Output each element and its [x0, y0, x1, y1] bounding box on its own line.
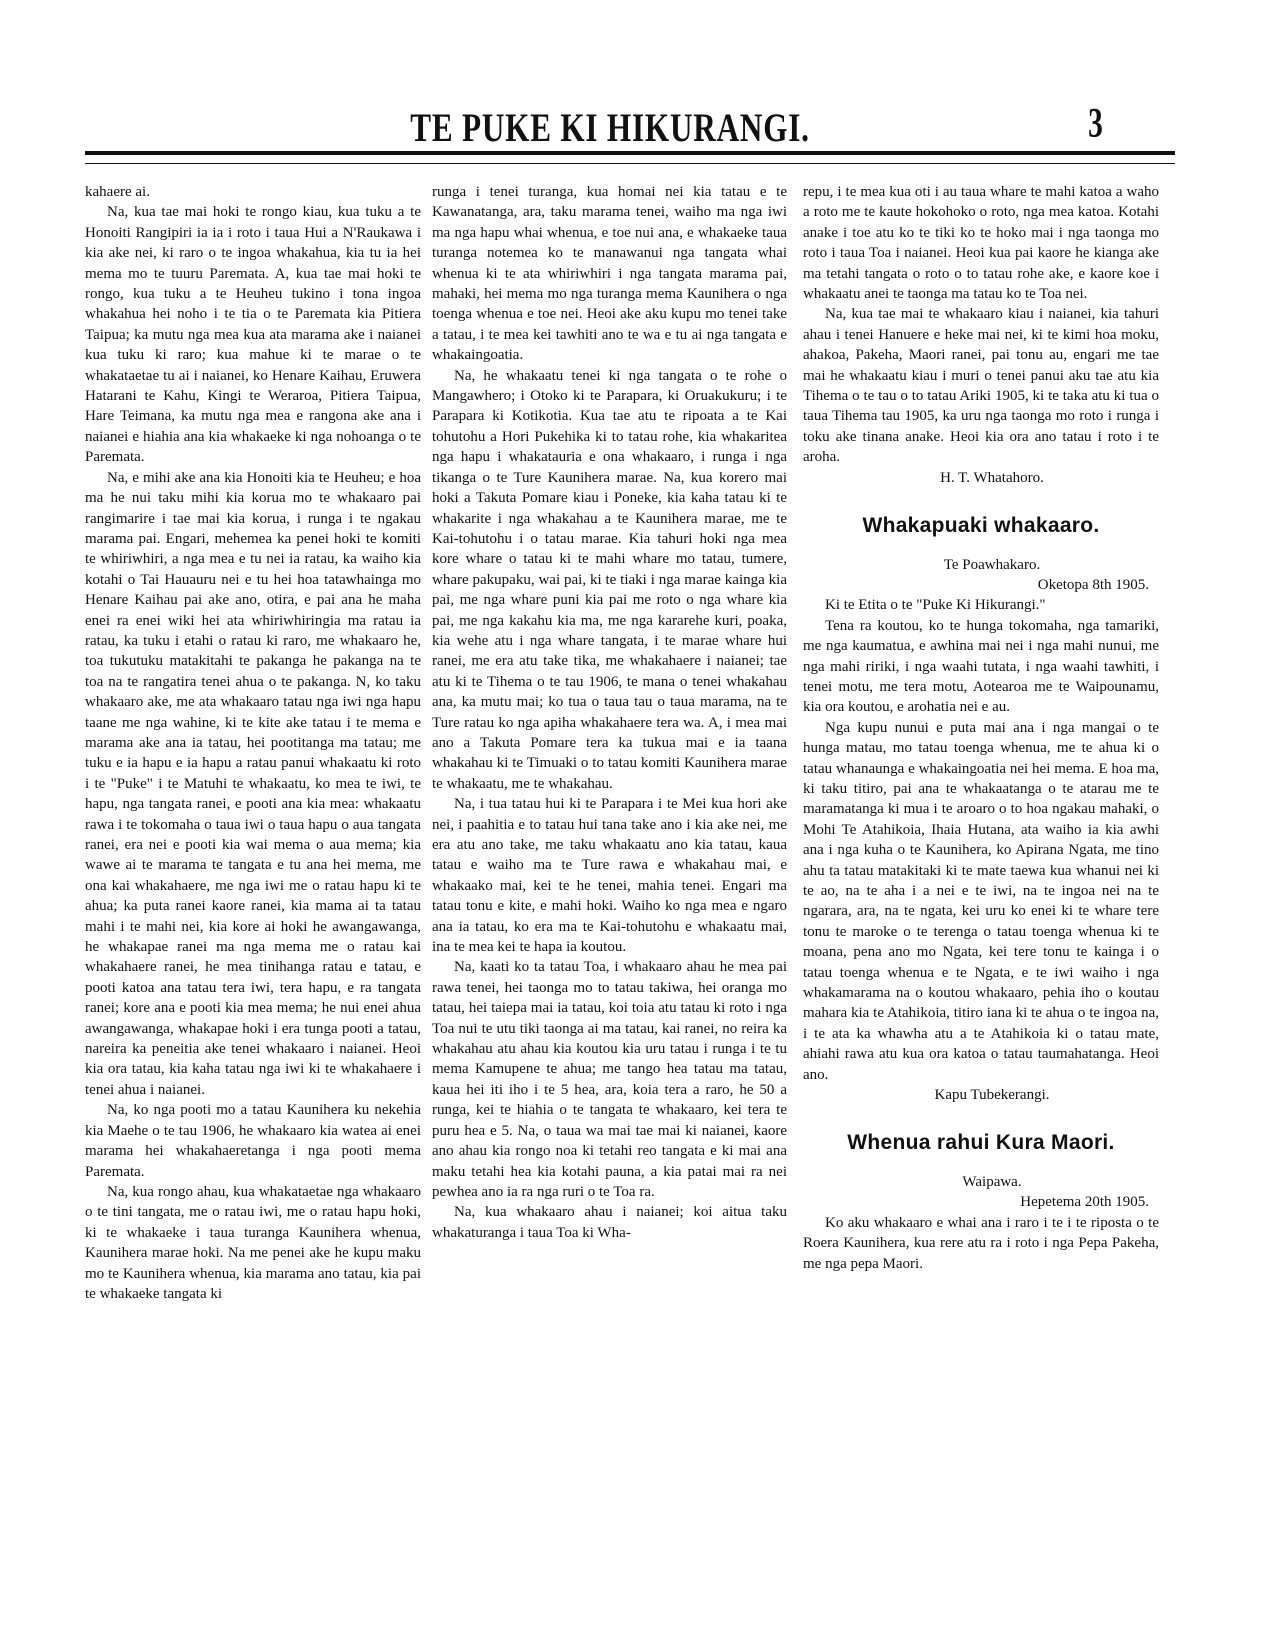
paragraph: runga i tenei turanga, kua homai nei kia tatau e te Kawanatanga, ara, taku marama tenei, waiho ma nga iwi ma nga hapu whai whenua, e toe nui ana, e whakaeke taua turanga notemea ko te manawanui nga tangata whai whenua ki te ata whiriwhiri i nga tangata marama pai, mahaki, hei mema mo nga turanga mema Kaunihera o nga toenga whenua e toe nei. Heoi ake aku kupu mo tenei take a tatau, i te mea kei tawhiti ano te wa e tu ai nga tangata e whakaingoatia. [432, 184, 787, 364]
letter-salutation: Ki te Etita o te "Puke Ki Hikurangi." [825, 597, 1046, 614]
paragraph: Nga kupu nunui e puta mai ana i nga mangai o te hunga matau, mo tatau toenga whenua, me te ahua ki o tatau whanaunga e whakaingoatia nei hei mema. E hoa ma, ki taku titiro, pai ana te whakaatanga o te atarau me te maramatanga ki mua i te aroaro o to hoa ngakau mahaki, o Mohi Te Atahikoia, Ihaia Hutana, ata waiho ia kia awhi ana i nga kuha o te Kaunihera, ko Apirana Ngata, me tino ahu ta tatau matakitaki ki te mate taewa kua whanui nei ki te ao, na te aha i a nei e te iwi, na te ingoa nei na te ngarara, ara, na te ngata, kei uru ko enei ki te whare tere tonu te maroke o te terenga o tatau toenga whenua ki te moana, pena ano mo Ngata, kei tere tonu te kainga i o tatau toenga whenua e te Ngata, e te iwi waiho i nga whakamarama na o koutou whakaaro, pehia iho o koutau mahara kia te Atahikoia, titiro iana ki te ahua o te ingoa na, i te ata ka whawha atu a te Atahikoia ki o tatau mate, ahiahi rawa atu kua ora katoa o tatau taumahatanga. Heoi ano. [803, 719, 1159, 1083]
paragraph: Na, e mihi ake ana kia Honoiti kia te Heuheu; e hoa ma he nui taku mihi kia korua mo te whakaaro pai rangimarire i tae mai kia korua, i runga i te ngakau marama pai. Engari, mehemea ka penei hoki te komiti te whiriwhiri, a nga mea e tu nei ia ratau, ka waiho kia kotahi o Tai Hauauru nei e tu hei hoa tatawhainga mo Henare Kaihau pai ake ano, otira, e pai ana he maha enei ra enei wiki hei ata whiriwhiringia ma ratau ia ratau, ka tuku i etahi o ratau ki raro, me whakaaro he, toa tukutuku matakitahi te pakanga he pakanga na te toa na te rangatira tenei ahua o te pakanga. N, ko taku whakaaro ake, me ata whakaaro tatau nga iwi nga hapu taane me nga wahine, ki te kite ake tatau i te mema e marama ake ana ia tatau, hei pootitanga ma tatau; me tuku e ia hapu e ia hapu a ratau panui whakaatu ki roto i te "Puke" i te Matuhi te whakaatu, ko mea te iwi, te hapu, nga tangata ranei, e pooti ana kia mea: whakaatu rawa i te tokomaha o taua iwi o taua hapu o aua tangata ranei, era nei e pooti kia wai mema o aua mema; kia wawe ai te marama te tangata e tu ana hei mema, me ona kai whakahaere, me nga iwi me o ratau hapu ki te ahua; ka puta ranei kaore ranei, kia mama ai ta tatau mahi i te mahi nei, kia kore ai hoki he awangawanga, he whakapae ranei ma nga mema me o ratau kai whakahaere ranei, he mea tinihanga ratau e tatau, e pooti katoa ana tatau tera iwi, tera hapu, e ra tangata ranei; kore ana e pooti kia mea mema; he nui enei ahua awangawanga, whakapae hoki i era tunga pooti a tatau, nareira ka peneitia ake tenei whakaaro i naianei. Heoi kia ora tatau, kia kaha tatau nga iwi ki te whakahaere i tenei ahua i naianei. [85, 469, 421, 1098]
column-3 [803, 182, 1159, 1274]
paragraph: Na, kua rongo ahau, kua whakataetae nga whakaaro o te tini tangata, me o ratau iwi, me o ratau hapu hoki, ki te whakaeke i taua turanga Kaunihera whenua, Kaunihera marae hoki. Na me penei ake he kupu maku mo te Kaunihera whenua, kia marama ano tatau, kia pai te whakaeke tangata ki [85, 1183, 421, 1302]
paragraph: kahaere ai. [85, 184, 150, 200]
signature: H. T. Whatahoro. [940, 469, 1044, 486]
letter-place: Waipawa. [962, 1173, 1022, 1190]
paragraph: Na, i tua tatau hui ki te Parapara i te Mei kua hori ake nei, i paahitia e to tatau hui tana take ano i kia ake nei, me era atu ano take, me taku whakaatu ano kia tatau, kaua tatau e waiho ma te Ture rawa e whakahau mai, e whakaako mai, kei te he tenei, mahia tenei. Engari ma tatau tonu e kite, e mahi hoki. Waiho ko nga mea e ngaro ana ia tatau, ko era ma te Kai-tohutohu e whakaatu mai, ina te mea kei te hapa ia koutou. [432, 796, 787, 956]
header-rule-thick [85, 151, 1175, 155]
paragraph: Na, kua tae mai hoki te rongo kiau, kua tuku a te Honoiti Rangipiri ia ia i roto i taua Hui a N'Raukawa i kia ake nei, ki raro o te ingoa whakahua, kia tu ia hei mema mo te tuuru Paremata. A, kua tae mai hoki te rongo, kua tuku a te Heuheu tukino i tona ingoa whakahua hei noho i te tia o te Paremata kia Pitiera Taipua; ka mutu nga mea kua ata marama ake i naianei kua tuku ki raro; kua mahue ki te marae o te whakataetae tu ai i naianei, ko Henare Kaihau, Eruwera Hatarani te Kahu, Kingi te Weraroa, Pitiera Taipua, Hare Teimana, ka mutu nga mea e rangona ake ana i naianei e hiahia ana kia whakaeke ki nga nohoanga o te Paremata. [85, 204, 421, 466]
column-1 [85, 182, 421, 1304]
article-heading: Whakapuaki whakaaro. [862, 514, 1100, 538]
page-number: 3 [1088, 101, 1103, 147]
newspaper-title: TE PUKE KI HIKURANGI. [410, 105, 810, 150]
letter-place: Te Poawhakaro. [943, 556, 1041, 573]
paragraph: Na, kua whakaaro ahau i naianei; koi aitua taku whakaturanga i taua Toa ki Wha- [432, 1204, 787, 1241]
paragraph: Tena ra koutou, ko te hunga tokomaha, nga tamariki, me nga kaumatua, e awhina mai nei i nga mahi nunui, me nga mahi ririki, i nga waahi tutata, i nga waahi tawhiti, i tenei motu, me tera motu, Aotearoa me te Waipounamu, kia ora koutou, e arohatia nei e au. [803, 617, 1159, 716]
paragraph: Na, kaati ko ta tatau Toa, i whakaaro ahau he mea pai rawa tenei, hei taonga mo to tatau takiwa, hei oranga mo tatau, hei taiepa mai ia tatau, koi toia atu tatau ki roto i nga Toa nui te utu tiki taonga ai ma tatau, kai ranei, no reira ka whakahau atu ahau kia koutou kia uru tatau i runga i te tu mema Kamupene te ahua; me tango hea tatau ma tatau, kaua hei iti iho i te 5 hea, ara, koia tera a raro, he 50 a runga, kei te hiahia o te tangata te whakaaro, kei tera te puru hea e 5. Na, o taua wa mai tae mai ki naianei, kaore ano ahau kia rongo noa ki tetahi reo tangata e ki mai ana maku tetahi hea kia kotahi pauna, a kia patai mai ra nei pewhea ano ia ra nga ruri o te Toa ra. [432, 959, 787, 1200]
paragraph: Na, ko nga pooti mo a tatau Kaunihera ku nekehia kia Maehe o te tau 1906, he whakaaro kia watea ai enei marama hei whakahaeretanga i nga pooti mema Paremata. [85, 1102, 421, 1180]
column-2 [432, 182, 787, 1243]
header-rule-thin [85, 163, 1175, 164]
letter-date: Oketopa 8th 1905. [1037, 576, 1149, 593]
paragraph: repu, i te mea kua oti i au taua whare te mahi katoa a waho a roto me te kaute hokohoko o roto, nga mea katoa. Kotahi anake i toe atu ko te tiki ko te hoko mai i nga taonga mo roto i taua Toa i naianei. Heoi kua pai kaore he kianga ake ma tetahi tangata o roto o to tatau rohe ake, e kaore koe i whakaatu anei te taonga ma tatau ko te Toa nei. [803, 184, 1159, 303]
letter-date: Hepetema 20th 1905. [1020, 1194, 1149, 1211]
article-heading: Whenua rahui Kura Maori. [847, 1131, 1115, 1155]
paragraph: Na, he whakaatu tenei ki nga tangata o te rohe o Mangawhero; i Otoko ki te Parapara, ki Oruakukuru; i te Parapara ki Kotikotia. Kua tae atu te ripoata a te Kai tohutohu a Hori Pukehika ki to tatau rohe, kia whakaritea nga hapu i whakatauria e ona whakaaro, i runga i nga tikanga o te Ture Kaunihera marae. Na, kua korero mai hoki a Takuta Pomare kiau i Poneke, kia kaha tatau ki te whakarite i nga whakahau a te Kaunihera marae, me te Kai-tohutohu i o tatau marae. Kia tahuri hoki nga mea kore whare o tatau ki te mahi whare mo tatau, tumere, whare pakupaku, wai pai, ki te tiaki i nga marae kainga kia pai, me nga whare puni kia pai me roto o nga whare kia pai, me nga kakahu kia ma, me nga kararehe kuri, poaka, kia wehe atu i nga whare tangata, i te marae whare hui ranei, me era atu take tika, me whakahaere i naianei; tae atu ki te Tihema o te tau 1906, te mana o tenei whakahau ana, ka mutu mai; ko tua o taua tau o taua marama, na te Ture ratau ko nga apiha whakahaere tera wa. A, i mea mai ano a Takuta Pomare tera ka tukua mai e ia taana whakahau ki te Timuaki o to tatau komiti Kaunihera marae te whakaatu, me te whakahau. [432, 367, 787, 792]
paragraph: Ko aku whakaaro e whai ana i raro i te i te riposta o te Roera Kaunihera, kua rere atu ra i roto i nga Pepa Pakeha, me nga pepa Maori. [803, 1214, 1159, 1272]
signature: Kapu Tubekerangi. [934, 1087, 1050, 1104]
paragraph: Na, kua tae mai te whakaaro kiau i naianei, kia tahuri ahau i tenei Hanuere e heke mai nei, ki te kimi hoa moku, ahakoa, Pakeha, Maori ranei, pai tonu au, engari me tae mai he whakaatu kiau i muri o tenei panui aku tae atu kia Tihema o te tau o to tatau Ariki 1905, ki te taka atu ki tua o taua Tihema tau 1905, ka uru nga taonga mo roto i runga i toku ake tinana anake. Heoi kia ora ano tatau i roto i te aroha. [803, 306, 1159, 466]
